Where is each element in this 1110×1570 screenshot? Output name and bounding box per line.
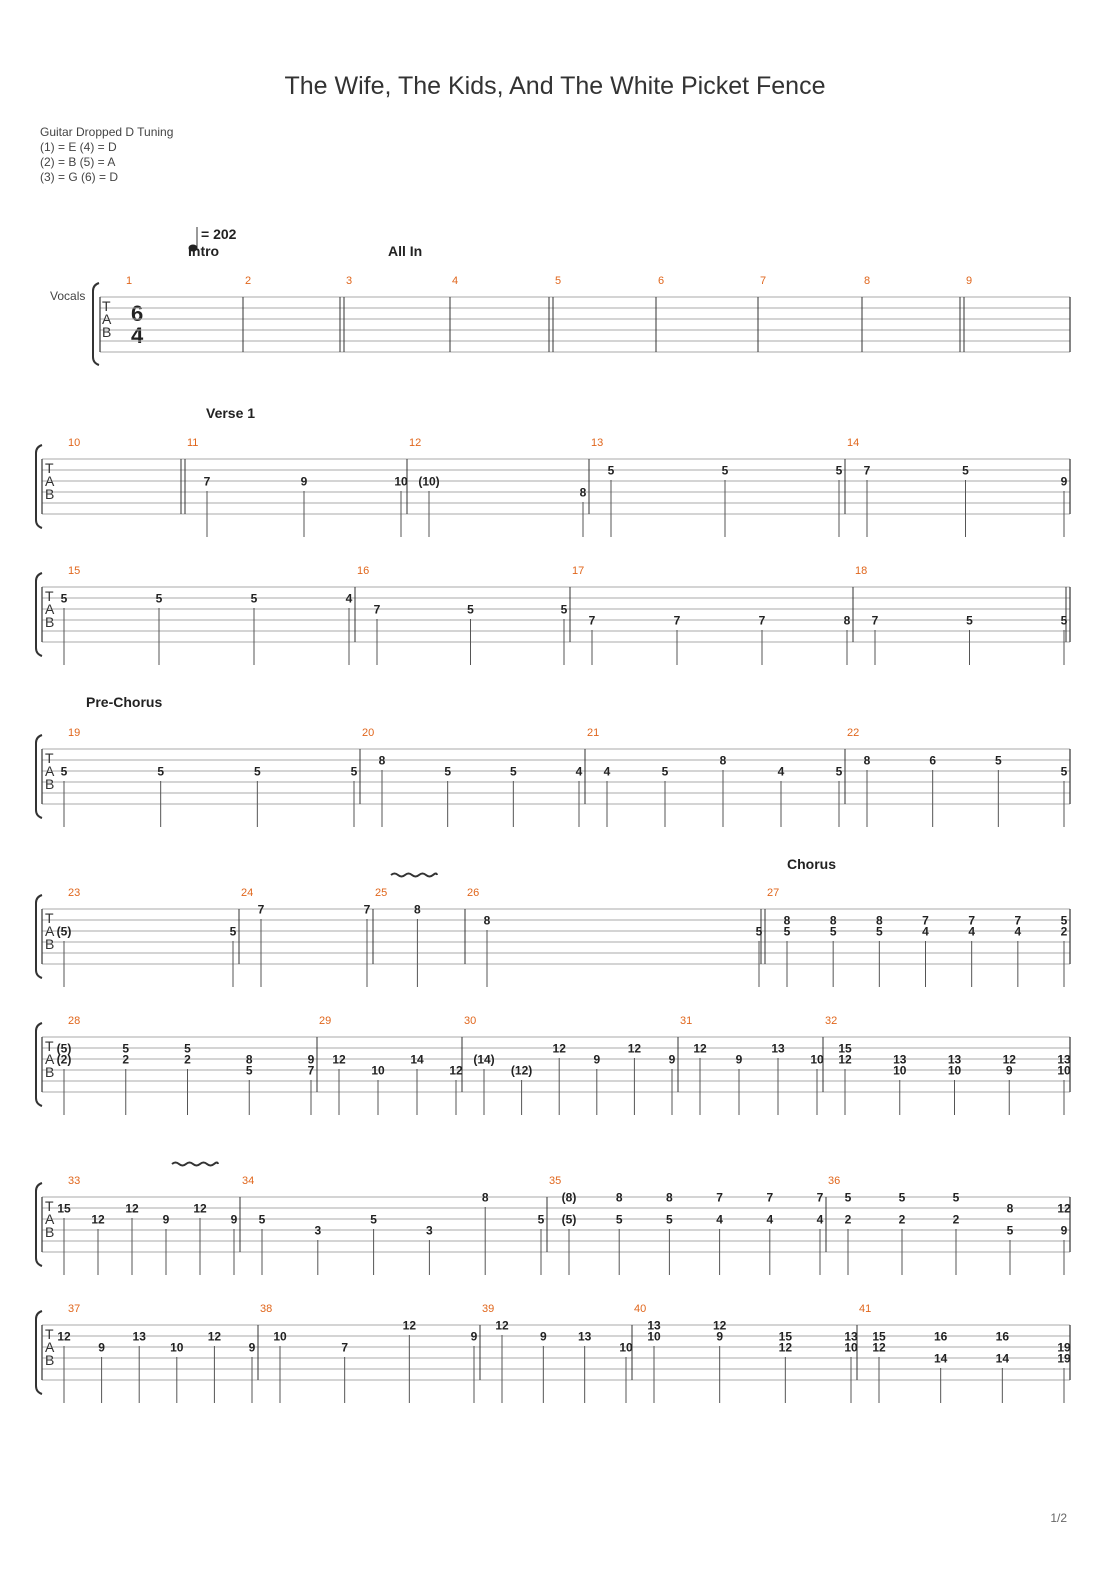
- tab-note: 9: [735, 1052, 743, 1067]
- measure-number: 14: [847, 437, 860, 449]
- section-label: Intro: [188, 243, 220, 259]
- tab-note: 5: [245, 1063, 253, 1078]
- system-bracket: [36, 573, 42, 656]
- tab-system: [36, 887, 1070, 987]
- tab-note: 7: [1014, 913, 1022, 928]
- measure-number: 13: [591, 437, 604, 449]
- tab-note: (5): [56, 924, 72, 939]
- tab-note: 10: [394, 474, 408, 489]
- tab-note: 5: [1060, 613, 1068, 628]
- system-bracket: [36, 1023, 42, 1106]
- tab-clef-letter: B: [45, 776, 55, 792]
- song-title: The Wife, The Kids, And The White Picket Fence: [284, 72, 826, 100]
- measure-number: 18: [855, 565, 868, 577]
- section-label: Chorus: [787, 856, 836, 872]
- tab-note: 5: [350, 764, 358, 779]
- tab-note: 10: [844, 1340, 858, 1355]
- tab-note: 19: [1057, 1340, 1071, 1355]
- tab-system: [36, 1303, 1071, 1403]
- tab-clef-letter: B: [45, 1224, 55, 1240]
- tab-note: 5: [444, 764, 452, 779]
- tab-clef-letter: A: [45, 473, 55, 489]
- tuning-line: (1) = E (4) = D: [40, 140, 117, 154]
- tab-note: 2: [1060, 924, 1068, 939]
- tab-note: 15: [778, 1329, 793, 1344]
- tab-note: 7: [863, 463, 871, 478]
- tab-note: 10: [947, 1063, 962, 1078]
- tab-note: 4: [716, 1212, 723, 1227]
- measure-number: 21: [587, 727, 600, 739]
- measure-number: 17: [572, 565, 585, 577]
- tab-note: 7: [968, 913, 976, 928]
- section-label: Verse 1: [206, 405, 256, 421]
- tab-note: 9: [716, 1329, 724, 1344]
- tab-note: 8: [579, 485, 587, 500]
- section-label: All In: [388, 243, 423, 259]
- time-signature-top: 6: [131, 301, 144, 326]
- measure-number: 40: [634, 1303, 647, 1315]
- tab-clef-letter: T: [45, 1326, 54, 1342]
- tempo-marking: = 202: [201, 226, 237, 242]
- tab-note: 9: [307, 1052, 315, 1067]
- tab-note: 5: [966, 613, 973, 628]
- tab-note: 12: [693, 1041, 707, 1056]
- tab-note: 10: [371, 1063, 385, 1078]
- tab-note: 13: [947, 1052, 962, 1067]
- tab-note: 8: [875, 913, 883, 928]
- tab-clef-letter: T: [45, 460, 54, 476]
- tab-note: 4: [777, 764, 785, 779]
- system-bracket: [36, 445, 42, 528]
- tab-note: 5: [229, 924, 237, 939]
- tab-note: 5: [962, 463, 969, 478]
- page-number: 1/2: [1050, 1511, 1067, 1525]
- tab-note: 12: [838, 1052, 852, 1067]
- tab-note: 4: [345, 591, 353, 606]
- section-label: Pre-Chorus: [86, 694, 163, 710]
- tab-note: 4: [575, 764, 583, 779]
- tab-system: [36, 1015, 1071, 1115]
- tab-note: 13: [844, 1329, 858, 1344]
- measure-number: 35: [549, 1175, 562, 1187]
- tab-note: 5: [60, 591, 68, 606]
- measure-number: 31: [680, 1015, 693, 1027]
- tab-note: 10: [893, 1063, 907, 1078]
- tab-note: 8: [863, 753, 871, 768]
- tab-clef-letter: B: [45, 486, 55, 502]
- measure-number: 15: [68, 565, 81, 577]
- tab-note: 8: [666, 1190, 673, 1205]
- tab-note: 8: [481, 1190, 489, 1205]
- tab-clef-letter: A: [45, 763, 55, 779]
- tab-note: 10: [273, 1329, 287, 1344]
- tab-note: 5: [755, 924, 763, 939]
- tab-note: 5: [721, 463, 729, 478]
- tab-note: 13: [132, 1329, 146, 1344]
- measure-number: 28: [68, 1015, 81, 1027]
- tab-note: 9: [1060, 1223, 1068, 1238]
- tab-note: 9: [539, 1329, 547, 1344]
- time-signature-bottom: 4: [131, 323, 144, 348]
- tab-note: 12: [1002, 1052, 1016, 1067]
- tab-note: 12: [57, 1329, 71, 1344]
- measure-number: 37: [68, 1303, 81, 1315]
- tab-clef-letter: A: [102, 311, 112, 327]
- system-bracket: [36, 735, 42, 818]
- tab-system: [36, 727, 1070, 827]
- tab-note: 8: [414, 902, 421, 917]
- tab-note: 12: [91, 1212, 105, 1227]
- vibrato-mark: [391, 874, 437, 877]
- tab-note: 7: [588, 613, 596, 628]
- tab-note: 12: [332, 1052, 346, 1067]
- tab-note: 9: [162, 1212, 170, 1227]
- tab-note: 12: [1057, 1201, 1071, 1216]
- tab-note: 4: [766, 1212, 774, 1227]
- tuning-line: (2) = B (5) = A: [40, 155, 116, 169]
- tab-note: 5: [509, 764, 517, 779]
- measure-number: 22: [847, 727, 860, 739]
- measure-number: 16: [357, 565, 370, 577]
- tab-note: 9: [248, 1340, 256, 1355]
- measure-number: 12: [409, 437, 422, 449]
- tab-note: 7: [257, 902, 265, 917]
- measure-number: 29: [319, 1015, 332, 1027]
- tab-note: 9: [593, 1052, 601, 1067]
- system-bracket: [36, 1183, 42, 1266]
- measure-number: 32: [825, 1015, 838, 1027]
- measure-number: 5: [555, 275, 562, 287]
- tab-note: 5: [666, 1212, 673, 1227]
- measure-number: 3: [346, 275, 353, 287]
- tab-note: 8: [829, 913, 837, 928]
- tab-note: 12: [552, 1041, 566, 1056]
- tab-note: 9: [300, 474, 308, 489]
- tab-clef-letter: A: [45, 1339, 55, 1355]
- tab-note: 12: [207, 1329, 222, 1344]
- tab-note: 12: [125, 1201, 139, 1216]
- tab-note: 12: [778, 1340, 793, 1355]
- tab-note: 8: [783, 913, 791, 928]
- tab-note: 5: [1006, 1223, 1014, 1238]
- tab-note: 8: [719, 753, 727, 768]
- tab-note: 4: [968, 924, 976, 939]
- tab-note: 5: [835, 463, 843, 478]
- tab-note: 7: [766, 1190, 774, 1205]
- tab-note: 5: [952, 1190, 960, 1205]
- tab-clef-letter: B: [45, 1352, 55, 1368]
- tab-clef-letter: T: [45, 750, 54, 766]
- measure-number: 8: [864, 275, 871, 287]
- tab-note: 5: [607, 463, 615, 478]
- tab-note: 15: [838, 1041, 852, 1056]
- measure-number: 23: [68, 887, 81, 899]
- tab-note: (5): [56, 1041, 72, 1056]
- vibrato-mark: [172, 1163, 218, 1166]
- tab-note: (2): [56, 1052, 72, 1067]
- tab-clef-letter: T: [45, 588, 54, 604]
- tab-note: 5: [250, 591, 258, 606]
- tab-note: 7: [673, 613, 681, 628]
- tab-clef-letter: A: [45, 1051, 55, 1067]
- tab-clef-letter: B: [102, 324, 112, 340]
- tab-note: 9: [668, 1052, 676, 1067]
- measure-number: 38: [260, 1303, 273, 1315]
- tab-clef-letter: A: [45, 1211, 55, 1227]
- tab-system: [36, 1175, 1071, 1275]
- tuning-name: Guitar Dropped D Tuning: [40, 125, 174, 139]
- tab-note: 2: [122, 1052, 130, 1067]
- tab-note: 3: [314, 1223, 322, 1238]
- tab-note: 2: [184, 1052, 191, 1067]
- measure-number: 2: [245, 275, 252, 287]
- measure-number: 7: [760, 275, 767, 287]
- tab-note: 4: [922, 924, 929, 939]
- tab-system: [93, 275, 1070, 365]
- measure-number: 25: [375, 887, 388, 899]
- tab-note: (8): [561, 1190, 577, 1205]
- tab-note: 10: [1057, 1063, 1071, 1078]
- measure-number: 11: [187, 437, 199, 449]
- tab-note: 7: [922, 913, 929, 928]
- tab-note: 9: [470, 1329, 478, 1344]
- measure-number: 6: [658, 275, 665, 287]
- tab-note: 9: [1060, 474, 1068, 489]
- tab-note: 9: [1005, 1063, 1013, 1078]
- tab-note: 14: [995, 1351, 1010, 1366]
- measure-number: 36: [828, 1175, 841, 1187]
- measure-number: 19: [68, 727, 81, 739]
- tab-note: 7: [716, 1190, 723, 1205]
- tab-systems: [36, 243, 1071, 1403]
- tab-system: [36, 565, 1070, 665]
- tab-note: 5: [1060, 913, 1068, 928]
- tab-note: 9: [230, 1212, 238, 1227]
- tab-note: 10: [810, 1052, 824, 1067]
- measure-number: 30: [464, 1015, 477, 1027]
- tab-note: 13: [893, 1052, 907, 1067]
- tab-note: 8: [483, 913, 491, 928]
- tab-note: 4: [1014, 924, 1022, 939]
- tab-note: 5: [898, 1190, 906, 1205]
- measure-number: 4: [452, 275, 459, 287]
- system-bracket: [36, 1311, 42, 1394]
- tab-note: 5: [1060, 764, 1068, 779]
- tab-note: 16: [933, 1329, 948, 1344]
- tab-note: 5: [844, 1190, 852, 1205]
- tab-note: 10: [647, 1329, 661, 1344]
- measure-number: 10: [68, 437, 81, 449]
- tab-note: 12: [872, 1340, 886, 1355]
- tab-clef-letter: B: [45, 1064, 55, 1080]
- measure-number: 34: [242, 1175, 255, 1187]
- tab-note: 5: [157, 764, 165, 779]
- measure-number: 24: [241, 887, 254, 899]
- measure-number: 20: [362, 727, 375, 739]
- tab-note: 9: [98, 1340, 105, 1355]
- tab-note: 13: [771, 1041, 785, 1056]
- tab-clef-letter: A: [45, 601, 55, 617]
- tab-note: 5: [661, 764, 669, 779]
- measure-number: 26: [467, 887, 480, 899]
- tab-clef-letter: T: [45, 1198, 54, 1214]
- tab-note: 5: [184, 1041, 191, 1056]
- measure-number: 33: [68, 1175, 81, 1187]
- tab-note: 8: [378, 753, 386, 768]
- tab-note: 7: [363, 902, 371, 917]
- tab-note: 10: [170, 1340, 184, 1355]
- tab-note: 5: [258, 1212, 266, 1227]
- tab-note: 5: [560, 602, 568, 617]
- system-bracket: [36, 895, 42, 978]
- tab-note: 5: [615, 1212, 623, 1227]
- tab-note: 15: [57, 1201, 71, 1216]
- vibrato-marks: [172, 874, 437, 1166]
- tab-note: 19: [1057, 1351, 1071, 1366]
- tab-note: 13: [577, 1329, 592, 1344]
- tab-note: 5: [829, 924, 837, 939]
- measure-number: 27: [767, 887, 780, 899]
- tab-note: 5: [60, 764, 68, 779]
- tab-clef-letter: T: [45, 910, 54, 926]
- tab-note: 7: [307, 1063, 315, 1078]
- tab-note: 14: [933, 1351, 948, 1366]
- tab-note: 12: [627, 1041, 642, 1056]
- tab-note: 7: [373, 602, 381, 617]
- tab-note: 2: [844, 1212, 852, 1227]
- tab-note: 5: [155, 591, 163, 606]
- tab-note: (12): [510, 1063, 533, 1078]
- tab-note: 5: [994, 753, 1002, 768]
- tab-note: 7: [816, 1190, 824, 1205]
- tab-note: 4: [603, 764, 611, 779]
- tab-note: 5: [537, 1212, 545, 1227]
- system-bracket: [93, 283, 99, 365]
- tab-note: 13: [1057, 1052, 1071, 1067]
- tab-note: 5: [370, 1212, 377, 1227]
- tab-note: 8: [843, 613, 851, 628]
- tab-note: 12: [712, 1318, 727, 1333]
- tab-note: 5: [783, 924, 791, 939]
- tab-note: 8: [615, 1190, 623, 1205]
- tab-note: 15: [872, 1329, 886, 1344]
- tab-note: 5: [875, 924, 883, 939]
- tab-note: 2: [898, 1212, 906, 1227]
- tab-note: 5: [122, 1041, 130, 1056]
- tab-note: 12: [449, 1063, 463, 1078]
- tab-note: 7: [758, 613, 766, 628]
- tab-note: 14: [410, 1052, 424, 1067]
- tab-system: [36, 437, 1070, 537]
- tab-note: 3: [426, 1223, 433, 1238]
- tab-note: 12: [402, 1318, 417, 1333]
- tab-note: 16: [995, 1329, 1010, 1344]
- tab-note: 6: [929, 753, 937, 768]
- tab-clef-letter: T: [45, 1038, 54, 1054]
- tab-clef-letter: A: [45, 923, 55, 939]
- tab-note: (10): [418, 474, 440, 489]
- tab-note: 13: [647, 1318, 661, 1333]
- tab-note: 12: [193, 1201, 207, 1216]
- tab-note: 5: [253, 764, 261, 779]
- measure-number: 1: [126, 275, 133, 287]
- tab-note: 5: [467, 602, 474, 617]
- tab-note: 7: [871, 613, 879, 628]
- tab-clef-letter: T: [102, 298, 111, 314]
- tab-clef-letter: B: [45, 936, 55, 952]
- tab-note: 2: [952, 1212, 960, 1227]
- tab-note: 8: [1006, 1201, 1014, 1216]
- tab-note: 7: [341, 1340, 349, 1355]
- tab-note: 4: [816, 1212, 824, 1227]
- tab-note: 10: [619, 1340, 633, 1355]
- measure-number: 9: [966, 275, 973, 287]
- measure-number: 41: [859, 1303, 872, 1315]
- tab-note: (14): [473, 1052, 495, 1067]
- tab-note: (5): [561, 1212, 577, 1227]
- track-name: Vocals: [50, 289, 86, 303]
- tuning-line: (3) = G (6) = D: [40, 170, 119, 184]
- measure-number: 39: [482, 1303, 495, 1315]
- tab-note: 8: [245, 1052, 253, 1067]
- tab-clef-letter: B: [45, 614, 55, 630]
- tab-note: 12: [495, 1318, 509, 1333]
- tab-note: 5: [835, 764, 843, 779]
- tab-note: 7: [203, 474, 211, 489]
